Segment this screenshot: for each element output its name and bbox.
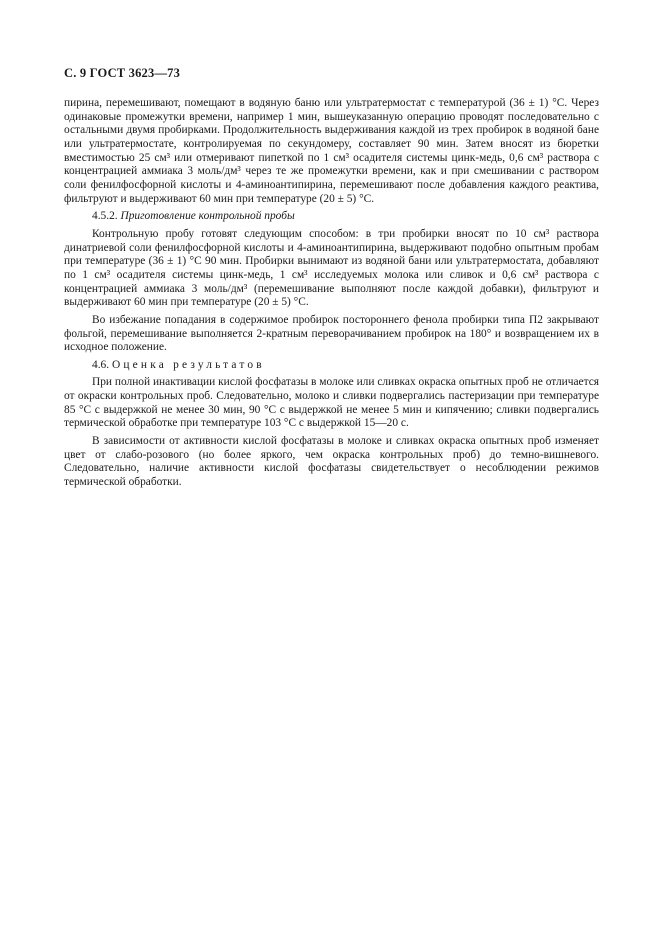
section-4-6-number: 4.6. [92,358,110,371]
section-4-6-title: Оценка результатов [111,358,265,371]
section-4-5-2-heading [64,210,599,224]
section-4-5-2-title: Приготовление контрольной пробы [120,210,295,223]
paragraph-continuation: пирина, перемешивают, помещают в водяную баню или ультратермостат с температурой (36 ± 1) °С. Через одинаковые промежутки времени, например 1 мин, вышеуказанную операцию проводят последовательно с остальными двумя пробирками. Продолжительность выдерживания каждой из трех пробирок в водяной бане или ультратермостате, контролируемая по секундомеру, составляет 90 мин. Затем вносят из бюретки вместимостью 25 см³ или отмеривают пипеткой по 1 см³ осадителя системы цинк-медь, 0,6 см³ раствора с концентрацией аммиака 3 моль/дм³ через те же промежутки времени, как и при смешивании с раствором соли фенилфосфорной кислоты и 4-аминоантипирина, перемешивают после добавления каждого реактива, фильтруют и выдерживают 60 мин при температуре (20 ± 5) °С. [64,97,599,205]
paragraph-foil-note: Во избежание попадания в содержимое пробирок постороннего фенола пробирки типа П2 закрывают фольгой, перемешивание выполняется 2-кратным переворачиванием пробирок на 180° и возвращением их в исходное положение. [64,313,599,354]
paragraph-control-sample: Контрольную пробу готовят следующим способом: в три пробирки вносят по 10 см³ раствора динатриевой соли фенилфосфорной кислоты и 4-аминоантипирина, выдерживают подобно опытным пробам при температуре (36 ± 1) °С 90 мин. Пробирки вынимают из водяной бани или ультратермостата, добавляют по 1 см³ осадителя системы цинк-медь, 1 см³ исследуемых молока или сливок и 0,6 см³ раствора с концентрацией аммиака 3 моль/дм³ (перемешивание выполняют после каждой добавки), фильтруют и выдерживают 60 мин при температуре (20 ± 5) °С. [64,227,599,309]
document-body [64,97,599,494]
paragraph-activity: В зависимости от активности кислой фосфатазы в молоке и сливках окраска опытных проб изменяет цвет от слабо-розового (но более яркого, чем окраска контрольных проб) до темно-вишневого. Следовательно, наличие активности кислой фосфатазы свидетельствует о несоблюдении режимов термической обработки. [64,435,599,489]
paragraph-inactivation: При полной инактивации кислой фосфатазы в молоке или сливках окраска опытных проб не отличается от окраски контрольных проб. Следовательно, молоко и сливки подвергались пастеризации при температуре 85 °С с выдержкой не менее 30 мин, 90 °С с выдержкой не менее 5 мин и кипячению; сливки подвергались термической обработке при температуре 103 °С с выдержкой 15—20 с. [64,376,599,430]
page-header: С. 9 ГОСТ 3623—73 [64,66,181,80]
section-4-6-heading [64,359,599,373]
section-4-5-2-number: 4.5.2. [92,210,118,223]
